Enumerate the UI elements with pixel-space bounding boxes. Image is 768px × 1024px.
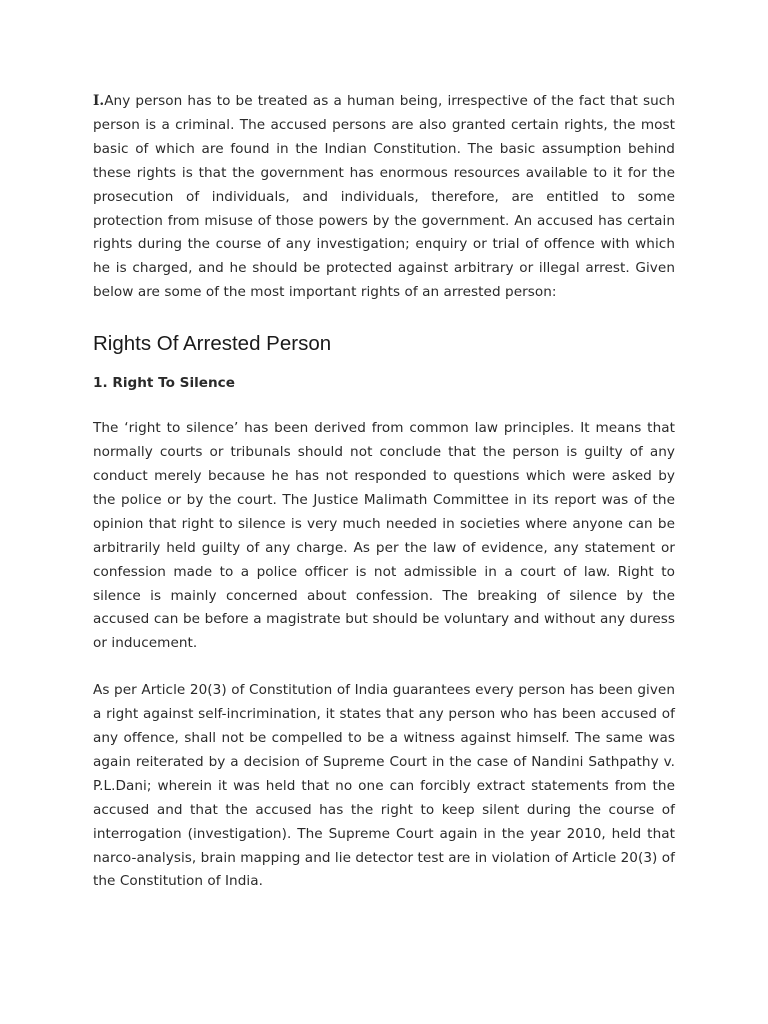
body-paragraph: As per Article 20(3) of Constitution of India guarantees every person has been given a right against self-incrimination, it states that any person who has been accused of any offence, shall not be compelled to be a witness against himself. The same was again reiterated by a decision of Supreme Court in the case of Nandini Sathpathy v. P.L.Dani; wherein it was held that no one can forcibly extract statements from the accused and that the accused has the right to keep silent during the course of interrogation (investigation). The Supreme Court again in the year 2010, held that narco-analysis, brain mapping and lie detector test are in violation of Article 20(3) of the Constitution of India. [93,682,675,890]
body-paragraph: The ‘right to silence’ has been derived from common law principles. It means that normally courts or tribunals should not conclude that the person is guilty of any conduct merely because he has not responded to questions which were asked by the police or by the court. The Justice Malimath Committee in its report was of the opinion that right to silence is very much needed in societies where anyone can be arbitrarily held guilty of any charge. As per the law of evidence, any statement or confession made to a police officer is not admissible in a court of law. Right to silence is mainly concerned about confession. The breaking of silence by the accused can be before a magistrate but should be voluntary and without any duress or inducement. [93,420,675,652]
intro-text: Any person has to be treated as a human being, irrespective of the fact that such person is a criminal. The accused persons are also granted certain rights, the most basic of which are found in the Indian Constitution. The basic assumption behind these rights is that the government has enormous resources available to it for the prosecution of individuals, and individuals, therefore, are entitled to some protection from misuse of those powers by the government. An accused has certain rights during the course of any investigation; enquiry or trial of offence with which he is charged, and he should be protected against arbitrary or illegal arrest. Given below are some of the most important rights of an arrested person: [93,93,675,301]
section-title: Rights Of Arrested Person [93,332,332,356]
document-page [93,90,675,894]
intro-paragraph [93,90,675,305]
subsection-heading: 1. Right To Silence [93,375,235,392]
intro-lead-marker: I. [93,93,105,109]
